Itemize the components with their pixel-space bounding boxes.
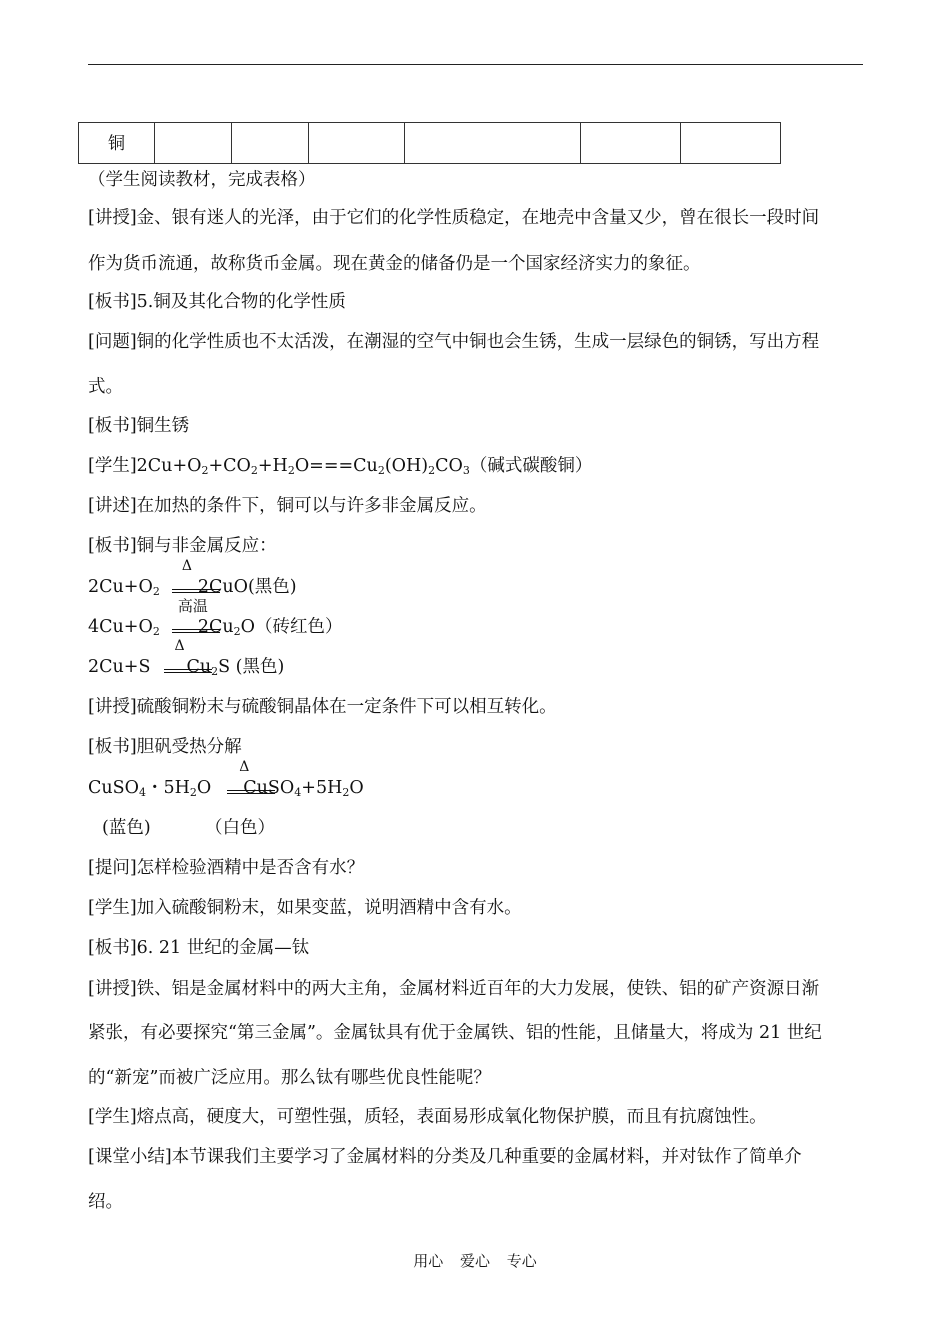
equal-bars — [164, 669, 212, 673]
table-cell — [232, 123, 309, 164]
eq-text: O — [196, 778, 212, 798]
table-cell — [309, 123, 405, 164]
reaction-arrow — [172, 558, 234, 597]
condition-high-temp: 高温 — [177, 597, 208, 615]
para-ask: [提问]怎样检验酒精中是否含有水？ — [88, 858, 365, 878]
eq-text: Cu — [186, 657, 212, 677]
para-statement: [讲述]在加热的条件下，铜可以与许多非金属反应。 — [88, 496, 487, 516]
equation-rust — [88, 458, 592, 476]
row-label-copper: 铜 — [108, 134, 125, 154]
table-cell-label — [79, 123, 155, 164]
equal-bars — [172, 629, 220, 633]
equal-bars — [172, 589, 220, 593]
footer-text: 专心 — [506, 1252, 537, 1270]
page-footer — [0, 1250, 950, 1271]
footer-text: 爱心 — [459, 1252, 490, 1270]
eq-sub: 2 — [342, 786, 350, 799]
para-student-answer: [学生]加入硫酸铜粉末，如果变蓝，说明酒精中含有水。 — [88, 898, 522, 918]
equation-cu2s — [88, 638, 285, 678]
eq-text: O===Cu — [294, 456, 378, 476]
para-question: [问题]铜的化学性质也不太活泼，在潮湿的空气中铜也会生锈，生成一层绿色的铜锈，写出方程 — [88, 332, 820, 352]
board-heading-5: [板书]5.铜及其化合物的化学性质 — [88, 292, 346, 312]
condition-heat: Δ — [174, 638, 185, 654]
eq-text: +CO — [208, 456, 251, 476]
eq-text: O(黑色) — [233, 577, 297, 597]
board-heading-6: [板书]6. 21 世纪的金属—钛 — [88, 938, 310, 958]
para-question-cont: 式。 — [88, 377, 123, 397]
equation-cuso4 — [88, 759, 364, 799]
board-bluevitriol: [板书]胆矾受热分解 — [88, 737, 242, 757]
eq-text: O — [279, 778, 295, 798]
color-label-blue: (蓝色) — [102, 818, 151, 838]
para-lecture-3: [讲授]铁、铝是金属材料中的两大主角，金属材料近百年的大力发展，使铁、铝的矿产资源日渐 — [88, 979, 820, 999]
eq-sub: 4 — [139, 786, 146, 799]
eq-sub: 2 — [377, 464, 385, 477]
table-row — [79, 123, 781, 164]
table-cell — [581, 123, 681, 164]
para-lecture-2: [讲授]硫酸铜粉末与硫酸铜晶体在一定条件下可以相互转化。 — [88, 697, 557, 717]
para-lecture-3-end: 的“新宠”而被广泛应用。那么钛有哪些优良性能呢？ — [88, 1068, 491, 1088]
header-rule — [88, 64, 863, 65]
eq-text: 2Cu+S — [88, 657, 151, 677]
para-lecture-1-cont: 作为货币流通，故称货币金属。现在黄金的储备仍是一个国家经济实力的象征。 — [88, 254, 701, 274]
eq-sub: 2 — [189, 786, 197, 799]
eq-text: [学生]2Cu+O — [88, 456, 202, 476]
eq-text: CO — [435, 456, 463, 476]
eq-text: CuSO — [88, 778, 139, 798]
reaction-arrow — [172, 597, 234, 637]
footer-text: 用心 — [413, 1252, 444, 1270]
eq-sub: 2 — [152, 625, 160, 638]
eq-sub: 3 — [462, 464, 470, 477]
eq-text: ・5H — [146, 778, 190, 798]
para-lecture-3-cont: 紧张，有必要探究“第三金属”。金属钛具有优于金属铁、铝的性能，且储量大，将成为 21 世纪 — [88, 1023, 822, 1043]
table-cell — [155, 123, 232, 164]
reaction-arrow — [164, 638, 212, 677]
property-table — [78, 122, 781, 164]
eq-text: 2Cu — [197, 577, 234, 597]
eq-text: S (黑色) — [218, 657, 285, 677]
eq-sub: 2 — [152, 585, 160, 598]
note-line: （学生阅读教材，完成表格） — [88, 170, 316, 190]
eq-sub: 2 — [201, 464, 209, 477]
table-cell — [681, 123, 781, 164]
eq-sub: 4 — [294, 786, 302, 799]
eq-text: （碱式碳酸铜） — [469, 456, 593, 476]
color-label-white: （白色） — [205, 818, 275, 838]
eq-text: (OH) — [384, 456, 429, 476]
para-summary: [课堂小结]本节课我们主要学习了金属材料的分类及几种重要的金属材料，并对钛作了简单介 — [88, 1147, 802, 1167]
table-cell — [405, 123, 581, 164]
eq-text: 4Cu+O — [88, 617, 153, 637]
para-student-titanium: [学生]熔点高，硬度大，可塑性强，质轻，表面易形成氧化物保护膜，而且有抗腐蚀性。 — [88, 1107, 767, 1127]
para-lecture-1: [讲授]金、银有迷人的光泽，由于它们的化学性质稳定，在地壳中含量又少，曾在很长一段时间 — [88, 208, 820, 228]
eq-sub: 2 — [428, 464, 436, 477]
eq-text: CuS — [243, 778, 280, 798]
para-summary-cont: 绍。 — [88, 1192, 123, 1212]
equal-bars — [227, 790, 275, 794]
eq-text: 2Cu — [197, 617, 234, 637]
equation-cuo — [88, 558, 297, 598]
board-rust: [板书]铜生锈 — [88, 416, 190, 436]
eq-sub: 2 — [250, 464, 258, 477]
equation-cu2o — [88, 597, 343, 638]
eq-text: O — [349, 778, 364, 798]
eq-sub: 2 — [287, 464, 295, 477]
reaction-arrow — [227, 759, 280, 798]
eq-sub: 2 — [233, 625, 241, 638]
condition-heat: Δ — [239, 759, 250, 775]
eq-text: +H — [257, 456, 288, 476]
eq-text: O（砖红色） — [240, 617, 343, 637]
eq-text: 2Cu+O — [88, 577, 153, 597]
eq-text: +5H — [301, 778, 343, 798]
eq-sub: 2 — [211, 665, 219, 678]
board-nonmetal: [板书]铜与非金属反应： — [88, 536, 277, 556]
condition-heat: Δ — [181, 558, 192, 574]
